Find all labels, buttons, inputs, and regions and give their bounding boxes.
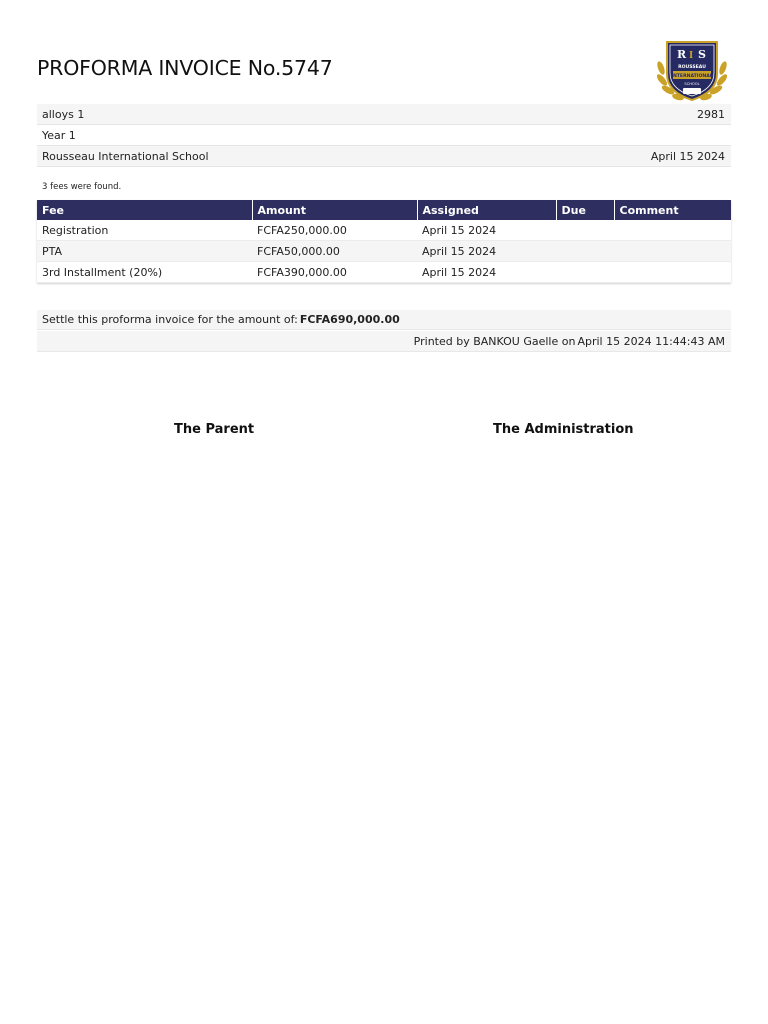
settlement-label: Settle this proforma invoice for the amount of: <box>42 313 298 326</box>
fee-name: PTA <box>37 241 252 262</box>
invoice-date: April 15 2024 <box>650 149 725 163</box>
fee-comment <box>614 220 731 241</box>
logo-initial-i: I <box>689 51 694 61</box>
invoice-info <box>37 104 731 167</box>
table-row <box>37 262 731 283</box>
student-row <box>37 104 731 125</box>
fee-assigned: April 15 2024 <box>417 220 556 241</box>
fee-due <box>556 241 614 262</box>
settlement-amount: FCFA690,000.00 <box>299 313 400 326</box>
school-name: Rousseau International School <box>42 149 209 163</box>
printed-by-label: Printed by BANKOU Gaelle on <box>413 334 576 348</box>
class-row <box>37 125 731 146</box>
logo-line-1: ROUSSEAU <box>678 65 706 70</box>
fee-assigned: April 15 2024 <box>417 241 556 262</box>
column-header-comment: Comment <box>614 200 731 220</box>
student-class: Year 1 <box>42 128 76 142</box>
fee-assigned: April 15 2024 <box>417 262 556 283</box>
table-row <box>37 220 731 241</box>
fees-found-count: 3 fees were found. <box>42 182 122 192</box>
parent-signature-label: The Parent <box>174 422 255 437</box>
fee-comment <box>614 262 731 283</box>
column-header-assigned: Assigned <box>417 200 556 220</box>
table-row <box>37 241 731 262</box>
column-header-fee: Fee <box>37 200 252 220</box>
fee-due <box>556 262 614 283</box>
student-name: alloys 1 <box>42 107 85 121</box>
fees-table-header <box>37 200 731 220</box>
fees-table <box>37 200 731 283</box>
fee-amount: FCFA250,000.00 <box>252 220 417 241</box>
column-header-due: Due <box>556 200 614 220</box>
fee-comment <box>614 241 731 262</box>
printed-by-row <box>37 331 731 352</box>
fee-amount: FCFA50,000.00 <box>252 241 417 262</box>
settlement-row <box>37 310 731 330</box>
invoice-title: PROFORMA INVOICE No.5747 <box>37 56 333 80</box>
fee-name: 3rd Installment (20%) <box>37 262 252 283</box>
fee-due <box>556 220 614 241</box>
administration-signature-label: The Administration <box>493 422 634 437</box>
student-id: 2981 <box>697 107 725 121</box>
fee-name: Registration <box>37 220 252 241</box>
printed-datetime: April 15 2024 11:44:43 AM <box>577 334 725 348</box>
logo-line-2: INTERNATIONAL <box>671 74 713 79</box>
fee-amount: FCFA390,000.00 <box>252 262 417 283</box>
school-row <box>37 146 731 167</box>
logo-initial-s: S <box>698 48 706 61</box>
logo-line-3: SCHOOL <box>684 82 700 86</box>
column-header-amount: Amount <box>252 200 417 220</box>
school-logo <box>653 34 731 104</box>
logo-initial-r: R <box>677 48 687 61</box>
